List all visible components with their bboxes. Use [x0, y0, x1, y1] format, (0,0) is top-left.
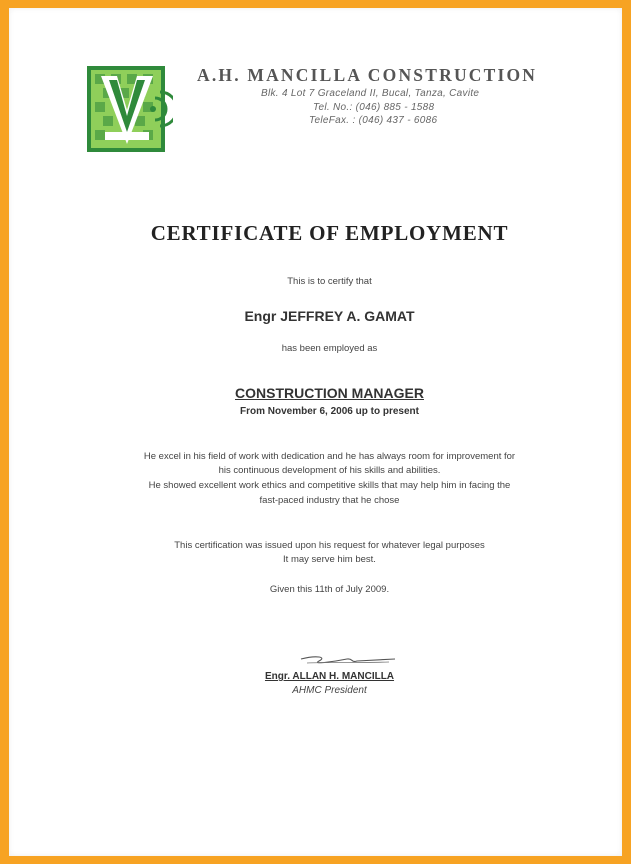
- request-line: It may serve him best.: [283, 554, 376, 565]
- company-logo-icon: [87, 58, 173, 154]
- signer-name: Engr. ALLAN H. MANCILLA: [264, 671, 395, 682]
- company-telefax: TeleFax. : (046) 437 - 6086: [309, 115, 438, 126]
- company-tel: Tel. No.: (046) 885 - 1588: [313, 102, 435, 113]
- body-line: He excel in his field of work with dedication and he has always room for improvement for: [143, 451, 516, 462]
- certificate-title: CERTIFICATE OF EMPLOYMENT: [150, 221, 509, 245]
- signer-title: AHMC President: [292, 685, 367, 696]
- body-line: his continuous development of his skills and abilities.: [218, 465, 441, 476]
- body-line: fast-paced industry that he chose: [259, 495, 400, 506]
- employment-period: From November 6, 2006 up to present: [240, 406, 419, 417]
- company-name: A.H. MANCILLA CONSTRUCTION: [197, 65, 538, 85]
- request-line: This certification was issued upon his request for whatever legal purposes: [174, 540, 485, 551]
- job-position: CONSTRUCTION MANAGER: [235, 385, 424, 401]
- employee-name: Engr JEFFREY A. GAMAT: [244, 308, 415, 324]
- body-line: He showed excellent work ethics and competitive skills that may help him in facing the: [148, 480, 511, 491]
- certify-intro: This is to certify that: [287, 276, 372, 287]
- certificate-page: [9, 8, 622, 856]
- employed-as-text: has been employed as: [281, 343, 378, 354]
- company-address: Blk. 4 Lot 7 Graceland II, Bucal, Tanza, Cavite: [261, 88, 480, 99]
- given-date: Given this 11th of July 2009.: [269, 584, 390, 595]
